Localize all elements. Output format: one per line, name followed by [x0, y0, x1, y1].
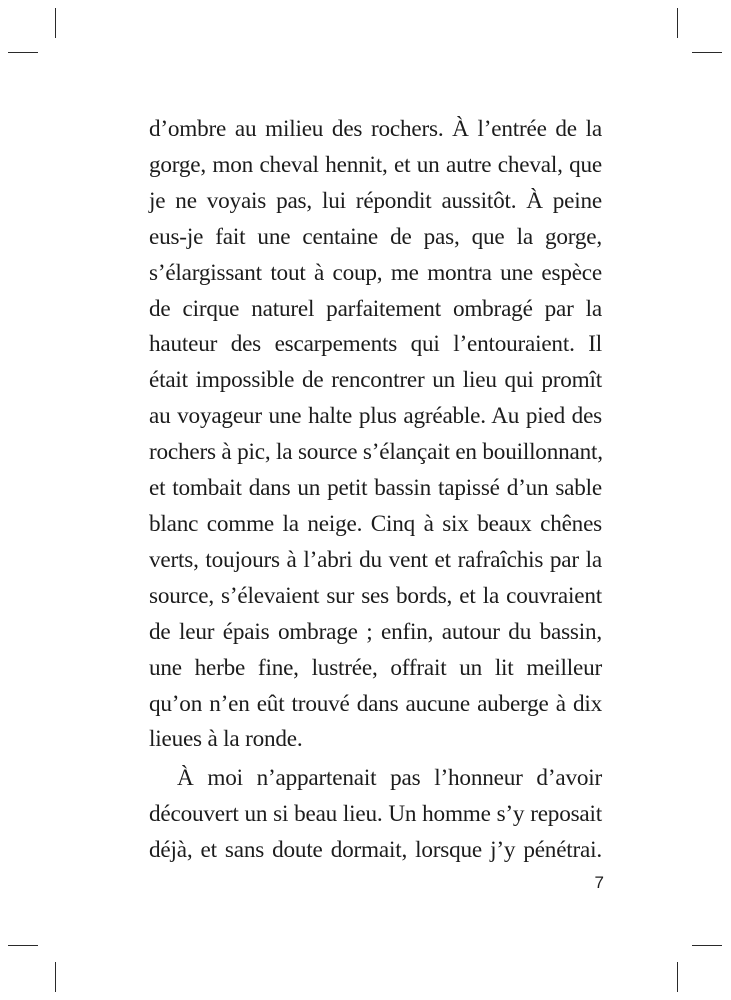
- text-line: de cirque naturel parfaitement ombragé par la: [149, 295, 602, 322]
- crop-mark-top-right-vertical: [677, 8, 678, 38]
- text-line: gorge, mon cheval hennit, et un autre cheval, que: [149, 151, 602, 178]
- text-line: était impossible de rencontrer un lieu qui promît: [149, 367, 602, 394]
- crop-mark-bottom-right-vertical: [677, 962, 678, 992]
- text-line: et tombait dans un petit bassin tapissé d’un sable: [149, 475, 602, 502]
- paragraph: [149, 761, 602, 869]
- text-line: eus-je fait une centaine de pas, que la gorge,: [149, 223, 602, 250]
- crop-mark-top-left-vertical: [55, 8, 56, 38]
- text-line: je ne voyais pas, lui répondit aussitôt. À peine: [149, 187, 602, 214]
- text-line: hauteur des escarpements qui l’entouraient. Il: [149, 331, 602, 358]
- text-line: une herbe fine, lustrée, offrait un lit meilleur: [149, 654, 602, 681]
- text-line: qu’on n’en eût trouvé dans aucune auberge à dix: [149, 690, 602, 717]
- text-line: verts, toujours à l’abri du vent et rafraîchis par la: [149, 546, 602, 573]
- text-line: découvert un si beau lieu. Un homme s’y reposait: [149, 801, 602, 828]
- page-number: 7: [594, 873, 604, 892]
- paragraph: [149, 112, 602, 758]
- text-line: s’élargissant tout à coup, me montra une espèce: [149, 259, 602, 286]
- text-line: de leur épais ombrage ; enfin, autour du bassin,: [149, 618, 602, 645]
- crop-mark-top-left-horizontal: [8, 52, 38, 53]
- text-line: déjà, et sans doute dormait, lorsque j’y pénétrai.: [149, 837, 602, 864]
- crop-mark-bottom-right-horizontal: [692, 945, 722, 946]
- page-body-text: [149, 112, 602, 869]
- text-line: source, s’élevaient sur ses bords, et la couvraient: [149, 582, 602, 609]
- text-line: lieues à la ronde.: [149, 726, 303, 753]
- text-line: d’ombre au milieu des rochers. À l’entrée de la: [149, 116, 602, 142]
- crop-mark-bottom-left-vertical: [55, 962, 56, 992]
- text-line: au voyageur une halte plus agréable. Au pied des: [149, 403, 602, 430]
- text-line: À moi n’appartenait pas l’honneur d’avoir: [177, 765, 602, 792]
- crop-mark-top-right-horizontal: [692, 52, 722, 53]
- text-line: blanc comme la neige. Cinq à six beaux chênes: [149, 510, 602, 537]
- crop-mark-bottom-left-horizontal: [8, 945, 38, 946]
- text-line: rochers à pic, la source s’élançait en bouillonnant,: [149, 439, 603, 466]
